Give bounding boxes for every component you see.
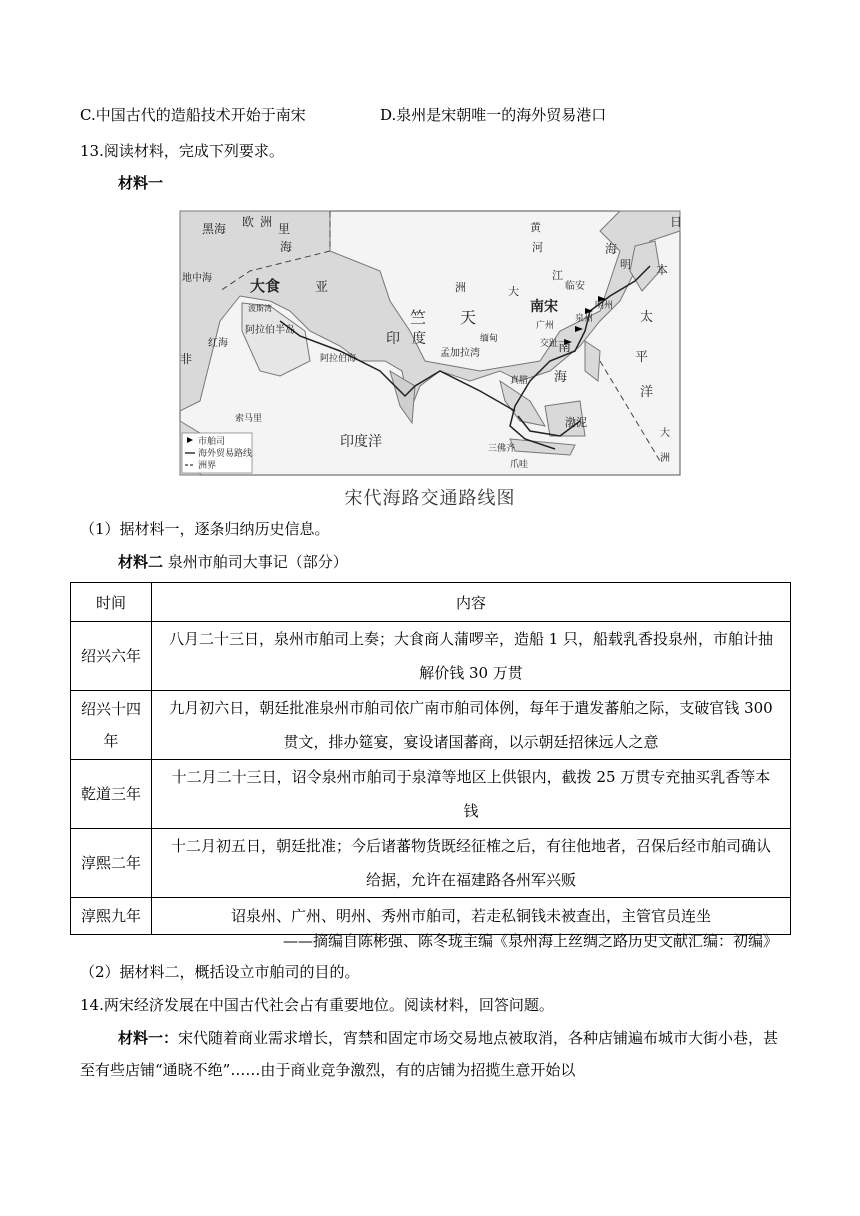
label-tian: 天	[460, 308, 477, 327]
row-time: 绍兴十四年	[71, 691, 152, 760]
map-svg	[180, 211, 683, 475]
label-jiang: 江	[552, 269, 563, 282]
row-time: 淳熙九年	[71, 898, 152, 935]
label-ben: 本	[656, 263, 669, 277]
table-row	[71, 760, 791, 829]
label-dizhonghai: 地中海	[182, 273, 212, 284]
label-alabo-bandao: 阿拉伯半岛	[245, 325, 295, 336]
label-alabohai: 阿拉伯海	[320, 354, 357, 364]
material-2-title: 泉州市舶司大事记（部分）	[167, 553, 348, 571]
song-maritime-route-map	[180, 211, 683, 475]
table-row	[71, 829, 791, 898]
row-content: 十二月初五日，朝廷批准；今后诸蕃物货既经征榷之后，有往他地者，召保后经市舶司确认给据，允许在福建路各州军兴贩	[152, 829, 791, 898]
label-huang: 黄	[530, 221, 541, 234]
label-mingzhou: 明州	[595, 301, 614, 311]
label-jiaozhi: 交趾	[540, 339, 559, 349]
label-hu: 河	[532, 241, 543, 254]
row-time: 乾道三年	[71, 760, 152, 829]
label-ya: 亚	[315, 280, 329, 295]
label-somali: 索马里	[235, 414, 263, 424]
option-c: C.中国古代的造船技术开始于南宋	[80, 106, 306, 124]
row-content: 诏泉州、广州、明州、秀州市舶司，若走私铜钱未被查出，主管官员连坐	[152, 898, 791, 935]
label-sanfoqi: 三佛齐	[488, 444, 516, 454]
header-content: 内容	[152, 583, 791, 622]
option-d: D.泉州是宋朝唯一的海外贸易港口	[380, 106, 607, 124]
question-13-2: （2）据材料二，概括设立市舶司的目的。	[80, 963, 360, 981]
label-mengjiala: 孟加拉湾	[440, 348, 480, 359]
label-ping: 平	[635, 350, 649, 365]
label-ou: 欧	[242, 215, 255, 229]
label-yang: 洋	[640, 385, 654, 400]
row-time: 绍兴六年	[71, 622, 152, 691]
table-row	[71, 691, 791, 760]
label-yinduyang: 印度洋	[340, 434, 382, 450]
label-zhu: 竺	[410, 308, 427, 327]
row-content: 十二月二十三日，诏令泉州市舶司于泉漳等地区上供银内，截拨 25 万贯专充抽买乳香等本钱	[152, 760, 791, 829]
events-table	[70, 582, 791, 935]
label-zhongguo-da: 大	[508, 285, 519, 298]
label-hongshai: 红海	[208, 338, 228, 349]
label-fei: 非	[180, 352, 193, 366]
label-zhuawa: 爪哇	[510, 460, 529, 470]
q14-material-1-label: 材料一：	[118, 1029, 179, 1047]
table-row	[71, 622, 791, 691]
material-2-heading	[118, 551, 348, 573]
source-citation: ——摘编自陈彬强、陈冬珑主编《泉州海上丝绸之路历史文献汇编：初编》	[282, 932, 778, 950]
question-14-material-1	[80, 1022, 780, 1086]
label-nansong: 南宋	[530, 299, 558, 315]
map-legend	[182, 433, 252, 473]
label-zhenla: 真腊	[510, 376, 529, 386]
label-boni: 渤泥	[565, 416, 587, 429]
material-1-label: 材料一	[118, 174, 164, 192]
label-miandian: 缅甸	[480, 334, 499, 344]
table-header-row	[71, 583, 791, 622]
question-13-1: （1）据材料一，逐条归纳历史信息。	[80, 520, 330, 538]
q14-material-1-text: 宋代随着商业需求增长，宵禁和固定市场交易地点被取消，各种店铺遍布城市大街小巷，甚至有些店铺“通晓不绝”……由于商业竞争激烈，有的店铺为招揽生意开始以	[80, 1029, 779, 1079]
label-hai-mid: 海	[554, 370, 568, 385]
legend-port: 市舶司	[198, 437, 226, 447]
legend-route: 海外贸易路线	[198, 449, 253, 459]
label-yin: 印	[386, 331, 400, 347]
label-ri: 日	[670, 215, 683, 229]
row-content: 九月初六日，朝廷批准泉州市舶司依广南市舶司体例，每年于遣发蕃舶之际，支破官钱 300 贯文，排办筵宴，宴设诸国蕃商，以示朝廷招徕远人之意	[152, 691, 791, 760]
label-da: 大	[660, 428, 670, 439]
label-zhou-e: 洲	[660, 453, 670, 464]
row-content: 八月二十三日，泉州市舶司上奏；大食商人蒲啰辛，造船 1 只，船载乳香投泉州，市舶计抽解价钱 30 万贯	[152, 622, 791, 691]
header-time: 时间	[71, 583, 152, 622]
label-linan: 临安	[565, 281, 585, 292]
table-row	[71, 898, 791, 935]
legend-border: 洲界	[198, 461, 217, 471]
label-nan: 南	[558, 340, 572, 355]
label-tai: 太	[640, 310, 654, 325]
label-hai-top: 海	[280, 240, 293, 254]
label-heihai: 黑海	[202, 222, 227, 236]
label-guangzhou: 广州	[536, 321, 555, 331]
answer-options	[80, 104, 780, 126]
label-zhou-mid: 洲	[455, 281, 466, 294]
label-ming: 明	[620, 258, 631, 271]
question-14-title: 14.两宋经济发展在中国古代社会占有重要地位。阅读材料，回答问题。	[80, 996, 554, 1014]
row-time: 淳熙二年	[71, 829, 152, 898]
label-bosiwan: 波斯湾	[248, 304, 272, 313]
material-2-label: 材料二	[118, 553, 164, 571]
label-li: 里	[278, 222, 291, 236]
question-13-title: 13.阅读材料，完成下列要求。	[80, 142, 284, 160]
label-hai-e: 海	[605, 242, 618, 256]
label-dashi: 大食	[250, 277, 281, 295]
label-quanzhou: 泉州	[575, 314, 594, 324]
label-du: 度	[412, 331, 426, 347]
map-caption: 宋代海路交通路线图	[344, 488, 516, 509]
label-zhou-top: 洲	[260, 215, 273, 229]
